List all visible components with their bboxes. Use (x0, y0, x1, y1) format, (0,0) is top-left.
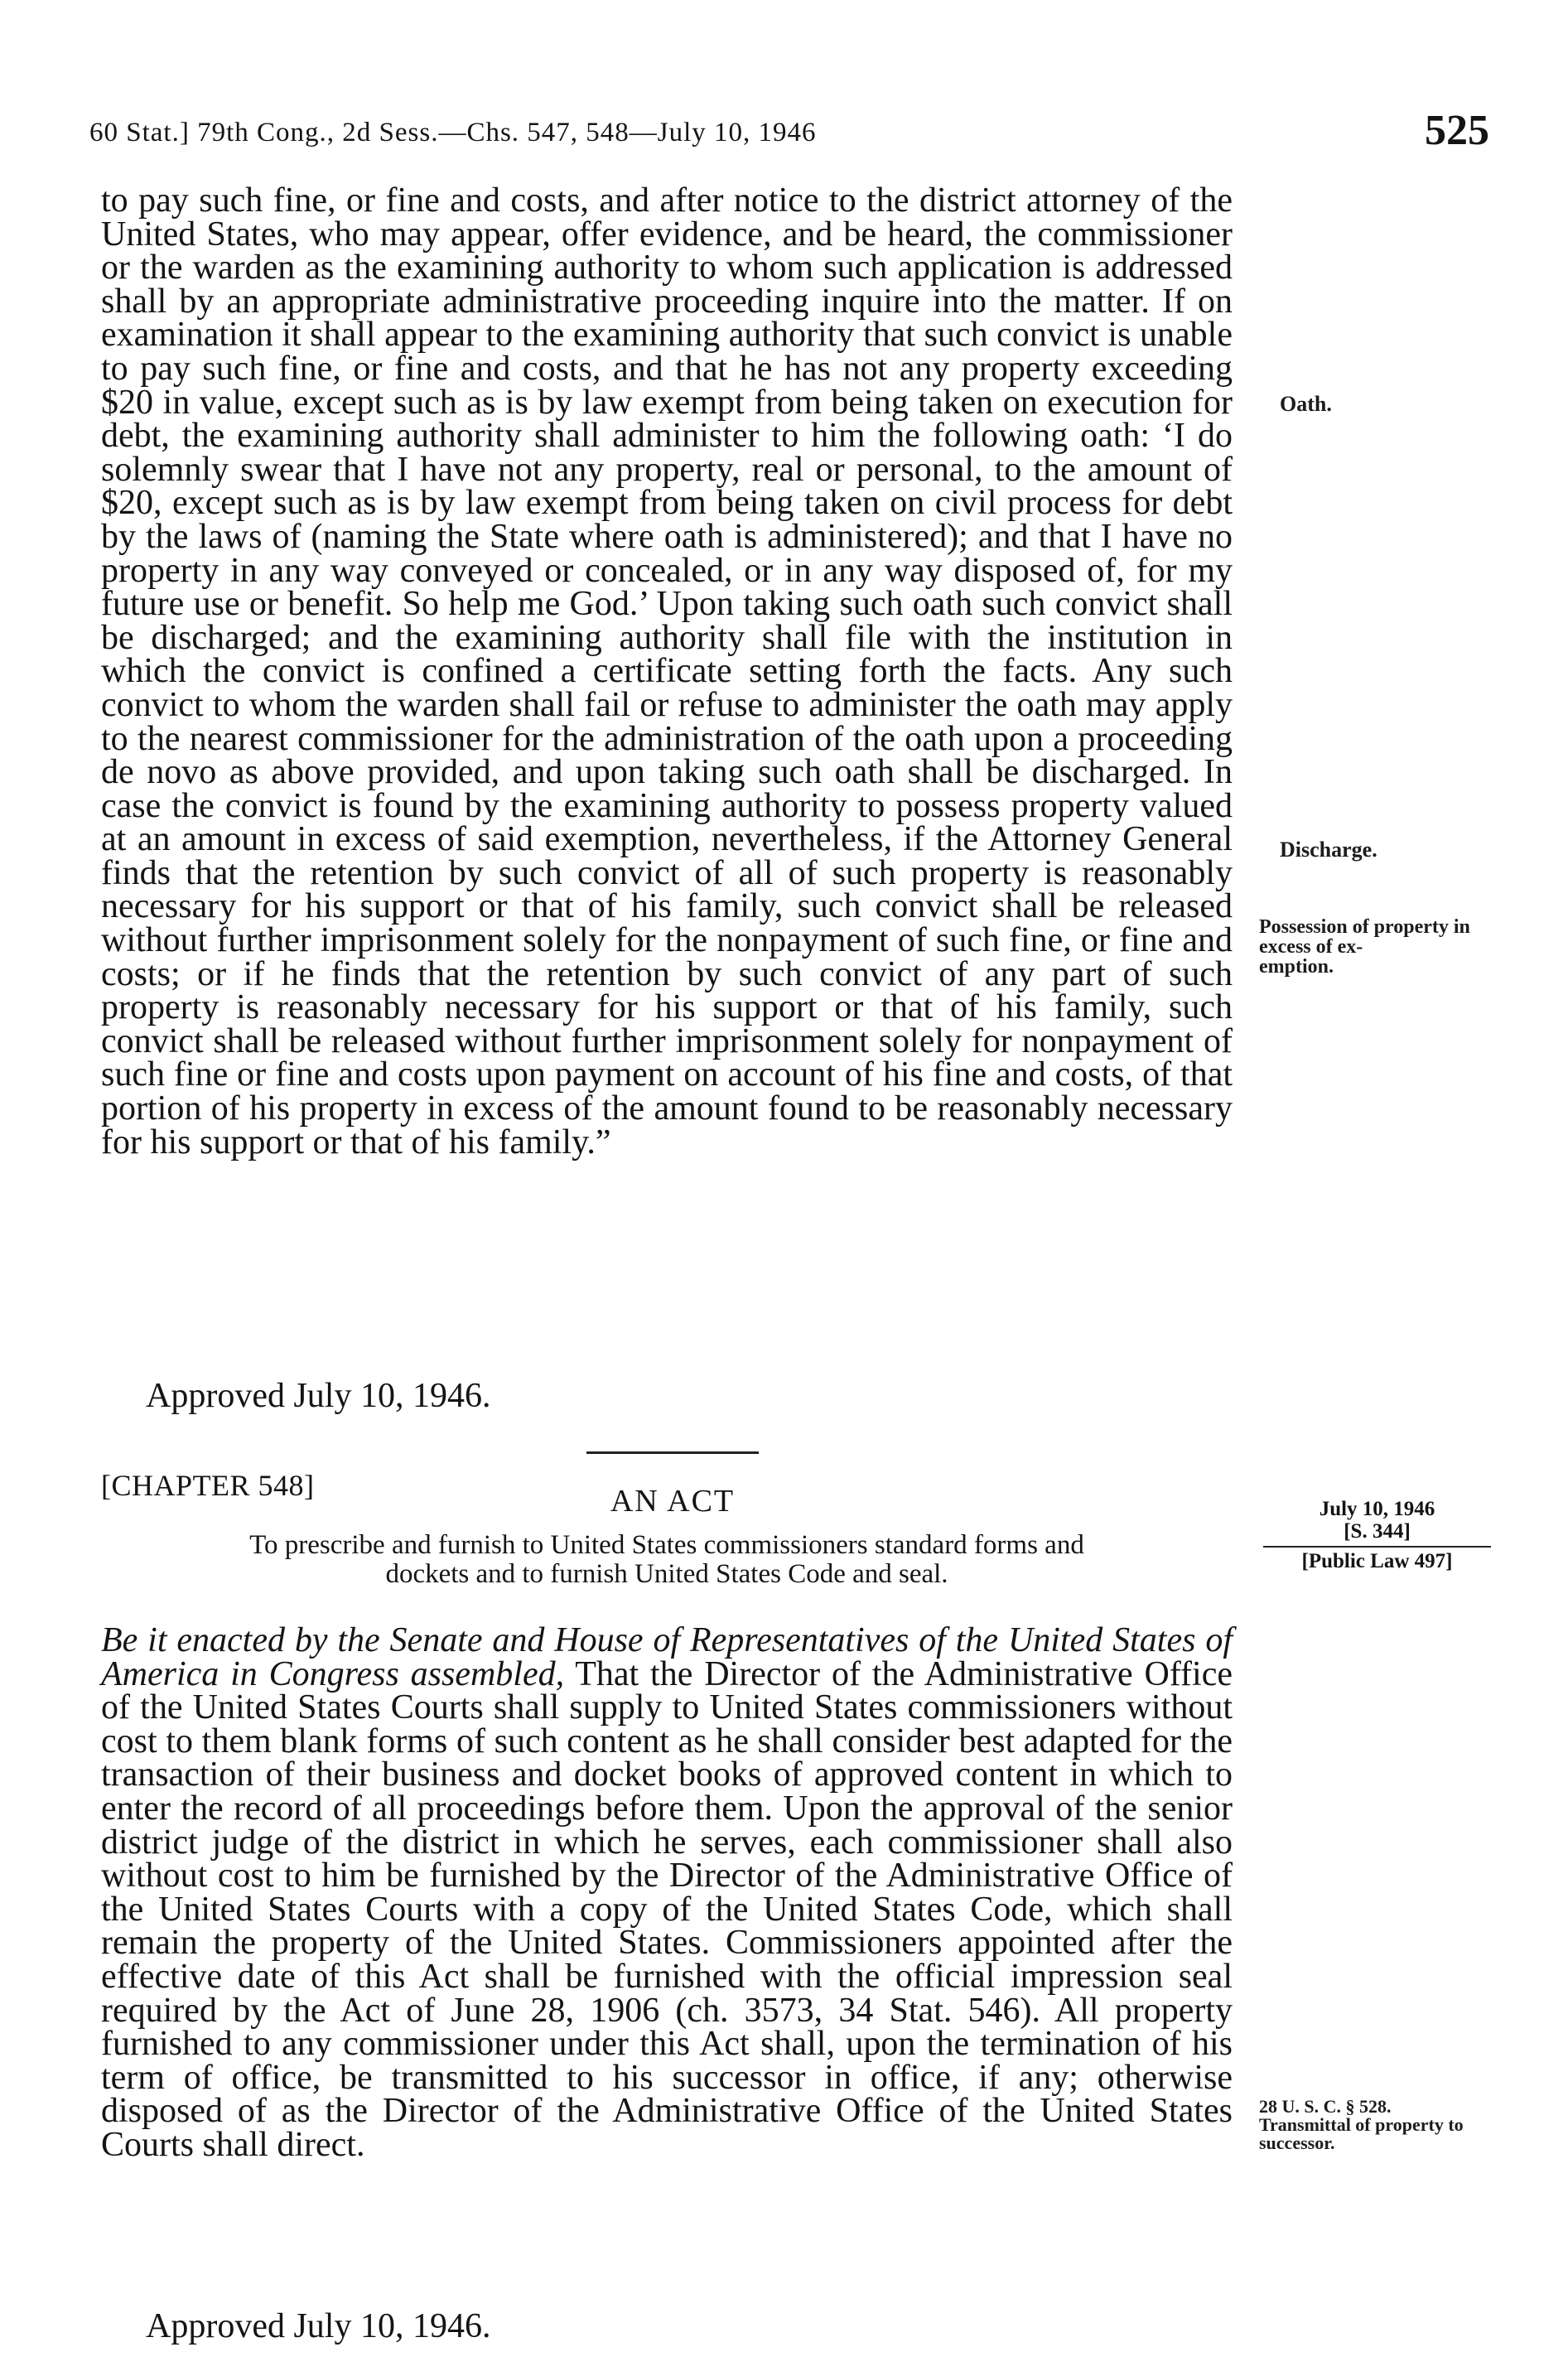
act-title (101, 1531, 1233, 1589)
page-number: 525 (1425, 107, 1489, 154)
act-body-paragraph (101, 1621, 1233, 2164)
margin-note-citation (1259, 2098, 1499, 2152)
continued-text-block (101, 181, 1233, 1161)
act-heading: AN ACT (610, 1484, 736, 1519)
margin-note-discharge: Discharge. (1280, 838, 1377, 862)
margin-note-possession-line2: emption. (1259, 956, 1334, 978)
act-date: July 10, 1946 (1319, 1498, 1435, 1520)
approval-date-ch548: Approved July 10, 1946. (146, 2307, 491, 2345)
running-head-citation: 60 Stat.] 79th Cong., 2d Sess.—Chs. 547, 548—July 10, 1946 (89, 118, 817, 147)
running-head (89, 106, 1489, 156)
approval-date-ch547: Approved July 10, 1946. (146, 1377, 491, 1415)
margin-note-transmittal: Transmittal of property to successor. (1259, 2114, 1464, 2153)
public-law-number: [Public Law 497] (1301, 1550, 1453, 1572)
act-title-line2: dockets and to furnish United States Code and seal. (385, 1559, 948, 1589)
chapter-label: [CHAPTER 548] (101, 1469, 315, 1502)
margin-note-possession (1259, 917, 1512, 977)
margin-note-possession-line1: Possession of property in excess of ex- (1259, 916, 1470, 958)
section-divider (586, 1451, 759, 1454)
act-side-info (1263, 1498, 1491, 1572)
side-info-divider (1263, 1546, 1491, 1548)
act-title-line1: To prescribe and furnish to United States commissioners standard forms and (249, 1530, 1084, 1560)
act-bill-number: [S. 344] (1344, 1520, 1411, 1543)
act-body-text: That the Director of the Administrative Office of the United States Courts shall supply to United States commissioners without cost to them blank forms of such content as he shall consider best adapted for the transaction of their business and docket books of approved content in which to enter the record of all proceedings before them. Upon the approval of the senior district judge of the district in which he serves, each commissioner shall also without cost to him be furnished by the Director of the Administrative Office of the United States Courts with a copy of the United States Code, which shall remain the property of the United States. Commissioners appointed after the effective date of this Act shall be furnished with the official impression seal required by the Act of June 28, 1906 (ch. 3573, 34 Stat. 546). All property furnished to any commissioner under this Act shall, upon the termination of his term of office, be transmitted to his successor in office, if any; otherwise disposed of as the Director of the Administrative Office of the United States Courts shall direct. (101, 1654, 1233, 2164)
continued-paragraph: to pay such fine, or fine and costs, and after notice to the district attorney of the United States, who may appear, offer evidence, and be heard, the commissioner or the warden as the examining authority to whom such application is addressed shall by an appropriate administrative proceeding inquire into the matter. If on examination it shall appear to the examining authority that such convict is unable to pay such fine, or fine and costs, and that he has not any property exceeding $20 in value, except such as is by law exempt from being taken on execution for debt, the examining authority shall administer to him the following oath: ‘I do solemnly swear that I have not any property, real or personal, to the amount of $20, except such as is by law exempt from being taken on civil process for debt by the laws of (naming the State where oath is administered); and that I have no property in any way conveyed or concealed, or in any way disposed of, for my future use or benefit. So help me God.’ Upon taking such oath such convict shall be discharged; and the examining authority shall file with the institution in which the convict is confined a certificate setting forth the facts. Any such convict to whom the warden shall fail or refuse to administer the oath may apply to the nearest commissioner for the administration of the oath upon a proceeding de novo as above provided, and upon taking such oath shall be discharged. In case the convict is found by the examining authority to possess property valued at an amount in excess of said exemption, nevertheless, if the Attorney General finds that the retention by such convict of all of such property is reasonably necessary for his support or that of his family, such convict shall be released without further imprisonment solely for the nonpayment of such fine, or fine and costs; or if he finds that the retention by such convict of any part of such property is reasonably necessary for his support or that of his family, such convict shall be released without further imprisonment solely for nonpayment of such fine or fine and costs upon payment on account of his fine and costs, of that portion of his property in excess of the amount found to be reasonably necessary for his support or that of his family.” (101, 181, 1233, 1161)
act-body-block (101, 1621, 1233, 2164)
margin-note-oath: Oath. (1280, 392, 1332, 416)
margin-note-code-citation: 28 U. S. C. § 528. (1259, 2096, 1392, 2117)
enacting-clause: Be it enacted by the Senate and House of Representatives of the United States of America in Congress assembled, (101, 1621, 1233, 1693)
